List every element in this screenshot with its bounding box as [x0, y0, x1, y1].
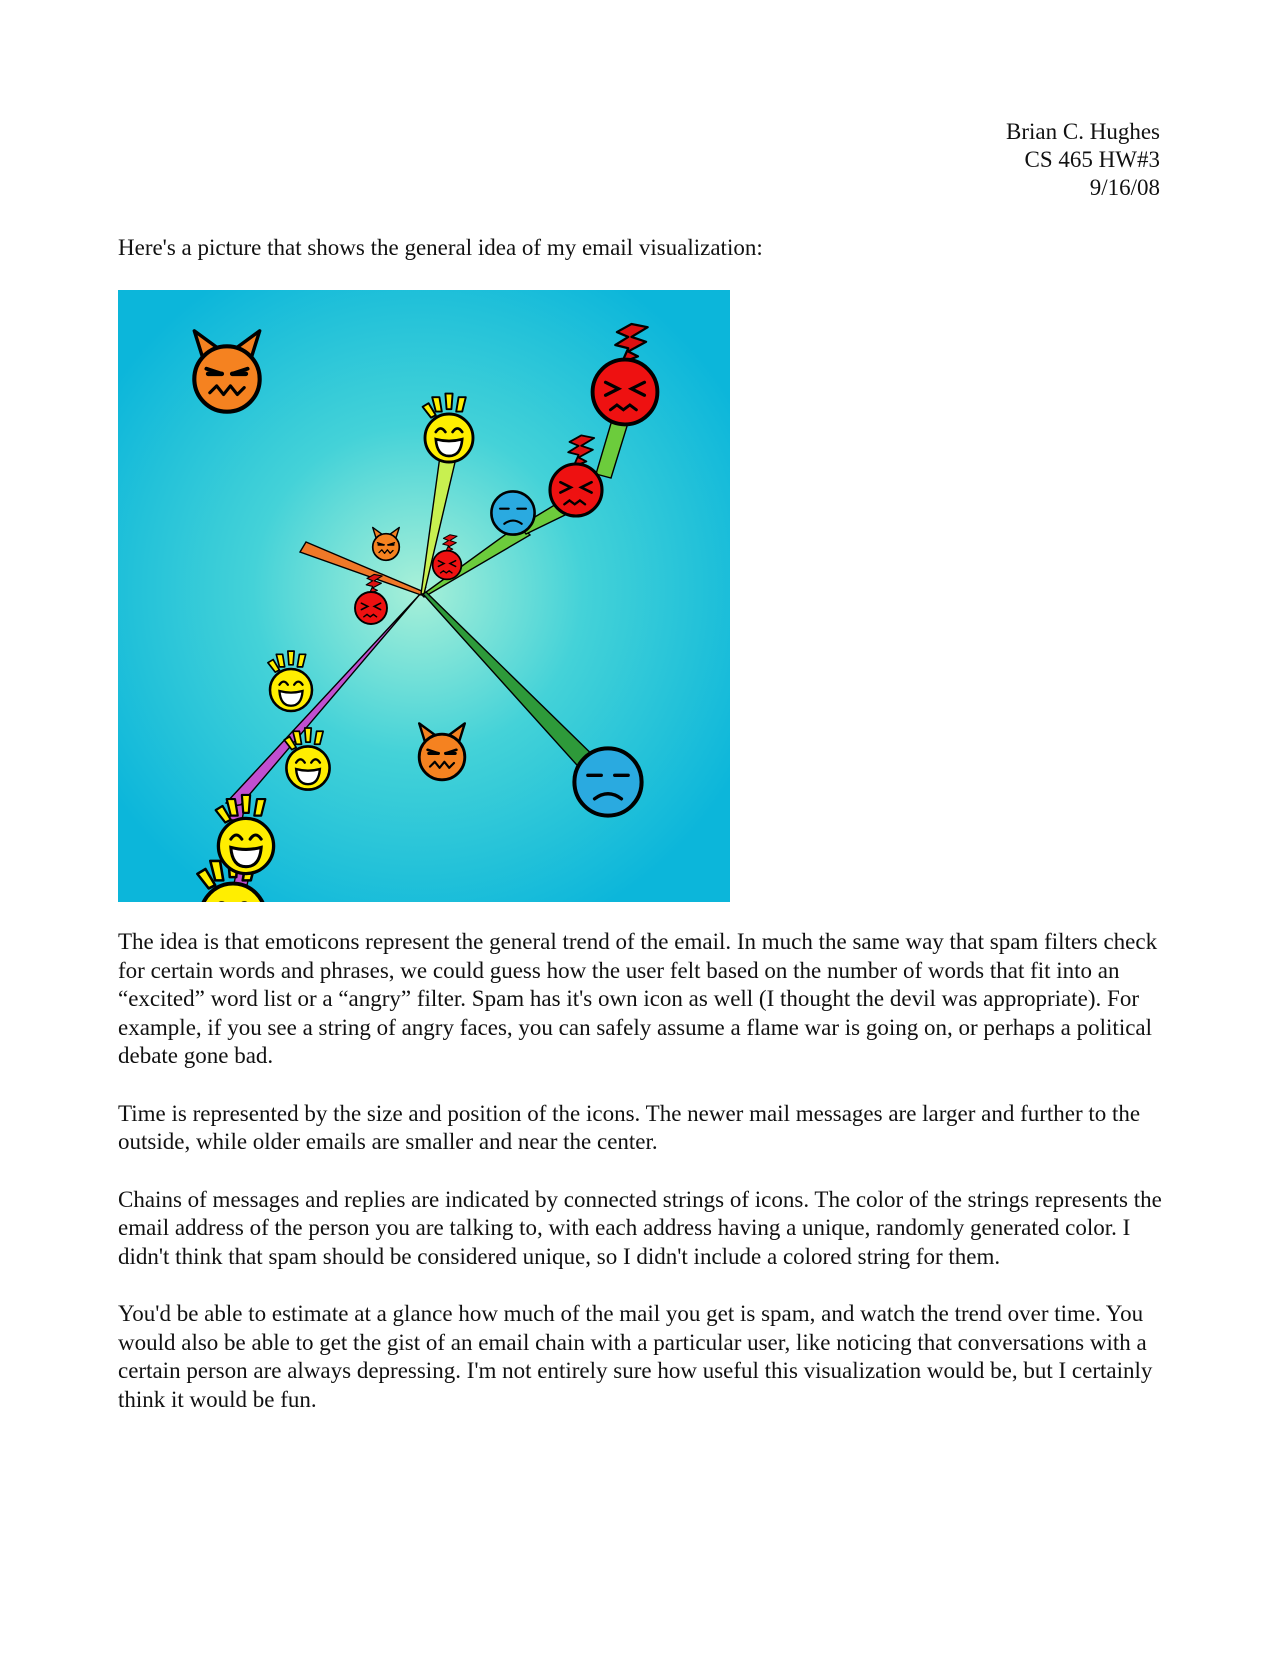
body-text: [118, 928, 1168, 1443]
date: 9/16/08: [1089, 175, 1160, 200]
email-visualization-figure: [118, 290, 730, 902]
author-name: Brian C. Hughes: [1006, 119, 1160, 144]
sad-face-icon-large: [574, 748, 641, 815]
intro-text: Here's a picture that shows the general idea of my email visualization:: [118, 235, 763, 260]
paragraph-chains: Chains of messages and replies are indicated by connected strings of icons. The color of the strings represents the email address of the person you are talking to, with each address having a unique, randomly generated color. I didn't think that spam should be considered unique, so I didn't include a colored string for them.: [118, 1186, 1162, 1269]
header-block: [1006, 118, 1160, 202]
visualization-canvas: [118, 290, 730, 902]
paragraph-summary: You'd be able to estimate at a glance how much of the mail you get is spam, and watch the trend over time. You would also be able to get the gist of an email chain with a particular user, like noticing that conversations with a certain person are always depressing. I'm not entirely sure how useful this visualization would be, but I certainly think it would be fun.: [118, 1301, 1153, 1412]
paragraph-time: Time is represented by the size and position of the icons. The newer mail messages are larger and further to the outside, while older emails are smaller and near the center.: [118, 1100, 1141, 1154]
paragraph-emoticons: The idea is that emoticons represent the general trend of the email. In much the same way that spam filters check for certain words and phrases, we could guess how the user felt based on the number of words that fit into an “excited” word list or a “angry” filter. Spam has it's own icon as well (I thought the devil was appropriate). For example, if you see a string of angry faces, you can safely assume a flame war is going on, or perhaps a political debate gone bad.: [118, 929, 1158, 1068]
sad-face-icon-small: [491, 491, 534, 534]
course-name: CS 465 HW#3: [1024, 147, 1160, 172]
